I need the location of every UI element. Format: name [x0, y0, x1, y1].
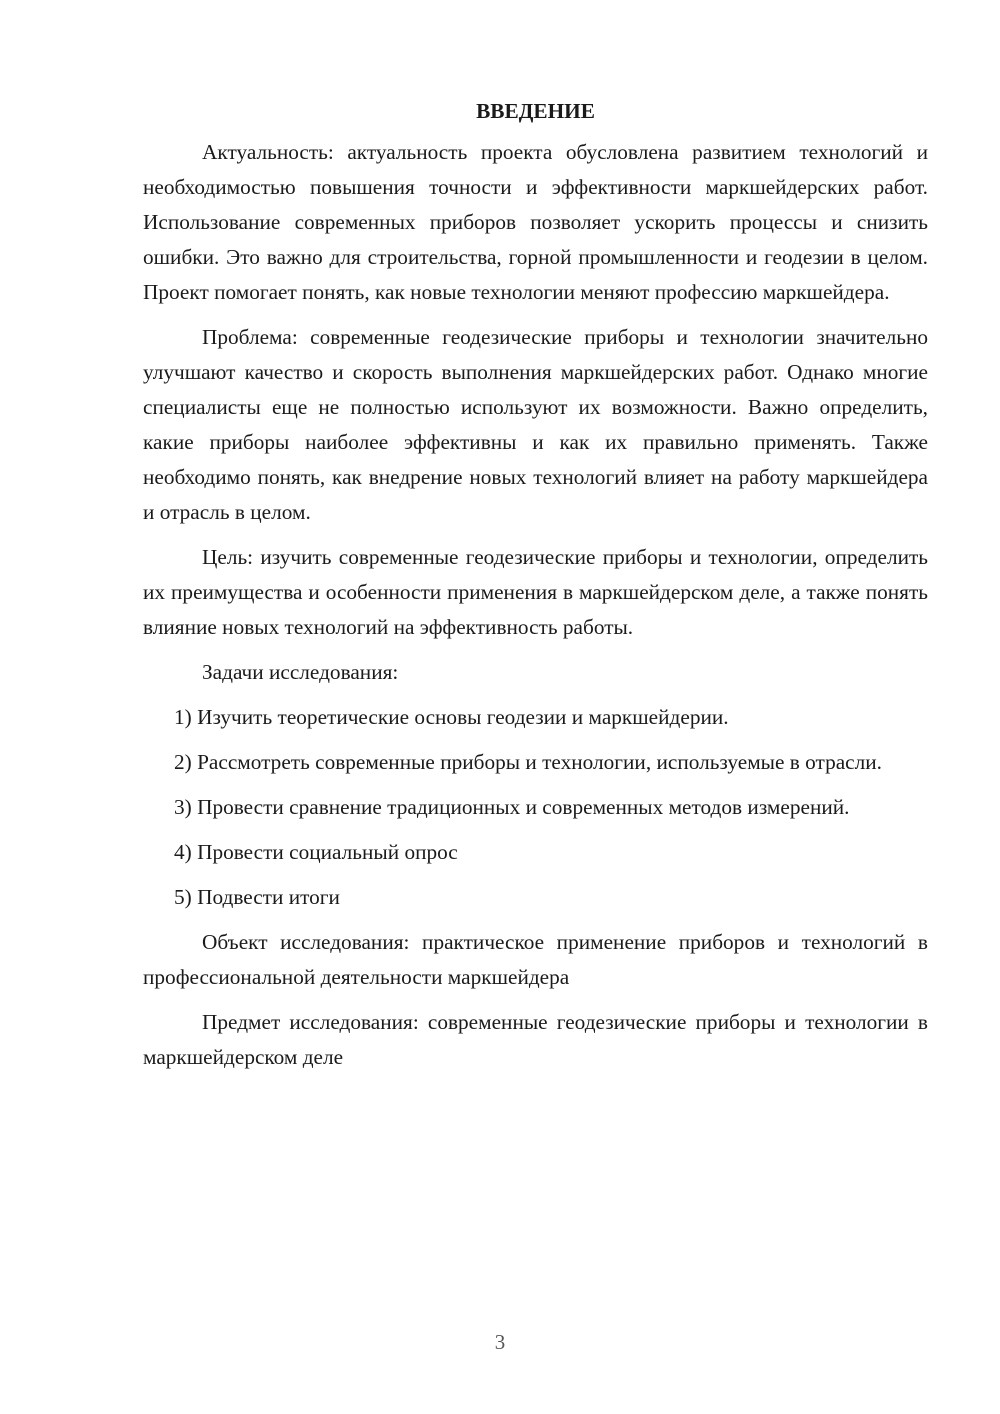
relevance-paragraph: Актуальность: актуальность проекта обусловлена развитием технологий и необходимостью повышения точности и эффективности маркшейдерских работ. Использование современных приборов позволяет ускорить процессы и снизить ошибки. Это важно для строительства, горной промышленности и геодезии в целом. Проект помогает понять, как новые технологии меняют профессию маркшейдера. [143, 140, 928, 304]
subject-paragraph: Предмет исследования: современные геодезические приборы и технологии в маркшейдерском деле [143, 1010, 928, 1069]
list-item: 5) Подвести итоги [174, 885, 340, 909]
list-item: 1) Изучить теоретические основы геодезии и маркшейдерии. [174, 705, 729, 729]
list-item: 3) Провести сравнение традиционных и современных методов измерений. [174, 795, 850, 819]
tasks-list [143, 700, 928, 915]
section-title: ВВЕДЕНИЕ [476, 99, 595, 123]
list-item: 2) Рассмотреть современные приборы и технологии, используемые в отрасли. [174, 750, 882, 774]
list-item: 4) Провести социальный опрос [174, 840, 458, 864]
object-paragraph: Объект исследования: практическое применение приборов и технологий в профессиональной деятельности маркшейдера [143, 930, 928, 989]
page-content [143, 96, 928, 1085]
goal-paragraph: Цель: изучить современные геодезические приборы и технологии, определить их преимущества и особенности применения в маркшейдерском деле, а также понять влияние новых технологий на эффективность работы. [143, 545, 928, 639]
tasks-heading: Задачи исследования: [202, 660, 399, 684]
page-number: 3 [494, 1330, 506, 1354]
problem-paragraph: Проблема: современные геодезические приборы и технологии значительно улучшают качество и скорость выполнения маркшейдерских работ. Однако многие специалисты еще не полностью используют их возможности. Важно определить, какие приборы наиболее эффективны и как их правильно применять. Также необходимо понять, как внедрение новых технологий влияет на работу маркшейдера и отрасль в целом. [143, 325, 928, 524]
